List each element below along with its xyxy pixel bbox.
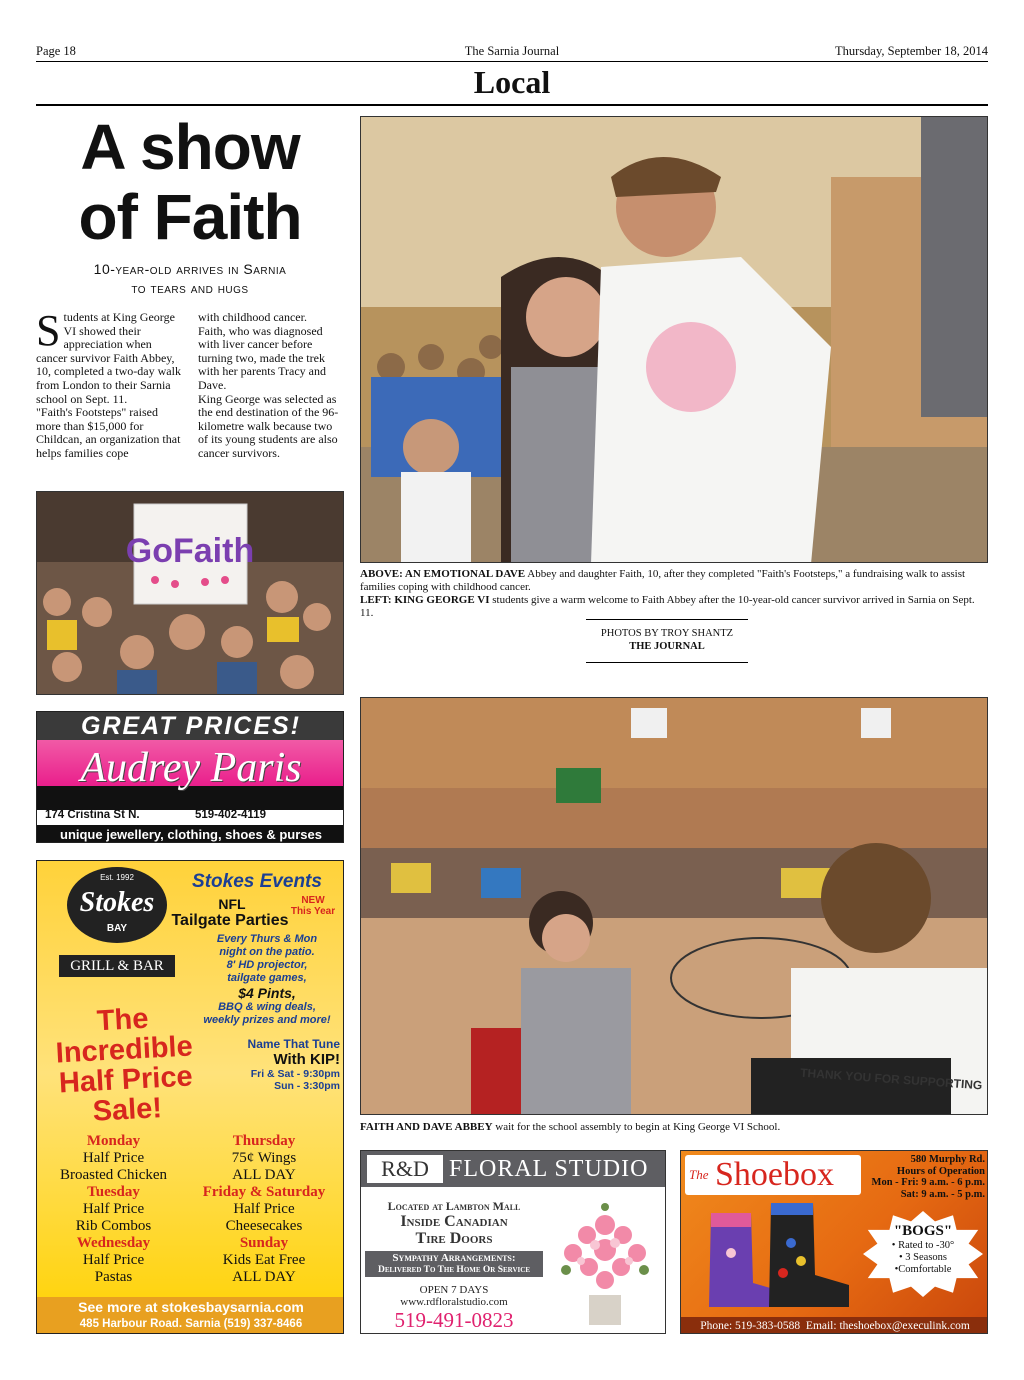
shoebox-hours-weekday: Mon - Fri: 9 a.m. - 6 p.m. xyxy=(871,1177,985,1188)
photo-credit xyxy=(560,627,774,653)
stokes-tuesday: Tuesday xyxy=(87,1184,140,1200)
caption-left-lead: LEFT: KING GEORGE VI xyxy=(360,594,490,606)
floral-web[interactable]: www.rdfloralstudio.com xyxy=(400,1296,508,1308)
stokes-week-left xyxy=(41,1133,186,1286)
stokes-thu-1: 75¢ Wings xyxy=(231,1150,297,1166)
stokes-sunday: Sunday xyxy=(239,1235,289,1251)
caption-left xyxy=(360,594,988,620)
stokes-wed-2: Pastas xyxy=(94,1269,133,1285)
ad-audrey-paris[interactable] xyxy=(36,711,344,843)
floral-info xyxy=(365,1284,543,1308)
shoebox-name: Shoebox xyxy=(715,1156,834,1193)
stokes-half-price: Half Price xyxy=(58,1060,194,1100)
section-rule xyxy=(36,104,988,106)
shoebox-the: The xyxy=(689,1167,709,1182)
sign-text: GoFaith xyxy=(125,532,255,570)
stokes-frisat: Friday & Saturday xyxy=(202,1184,326,1200)
caption-left-text: students give a warm welcome to Faith Abbey after the 10-year-old cancer survivor arrived in Sarnia on Sept. 11. xyxy=(360,594,975,619)
shoebox-feature-3: •Comfortable xyxy=(894,1264,952,1275)
headline xyxy=(36,112,344,252)
shirt-text: THANK YOU FOR SUPPORTING xyxy=(799,1065,983,1093)
stokes-mon-1: Half Price xyxy=(82,1150,145,1166)
stokes-incredible: Incredible xyxy=(54,1030,194,1070)
stokes-fri: Fri & Sat - 9:30pm xyxy=(250,1068,340,1080)
floral-sympathy: Sympathy Arrangements: xyxy=(392,1252,516,1264)
floral-location xyxy=(365,1199,543,1247)
caption-above-text: Abbey and daughter Faith, 10, after they completed "Faith's Footsteps," a fundraising walk to assist families coping with childhood cancer. xyxy=(360,568,966,593)
shoebox-bogs: "BOGS" xyxy=(893,1223,953,1239)
audrey-tagline: unique jewellery, clothing, shoes & purses xyxy=(37,825,344,843)
article-column-1 xyxy=(36,311,184,481)
stokes-thu-2: ALL DAY xyxy=(232,1167,296,1183)
stokes-pints: $4 Pints, xyxy=(238,985,296,1001)
caption-bottom xyxy=(360,1121,988,1134)
stokes-address: 485 Harbour Road. Sarnia (519) 337-8466 xyxy=(79,1318,303,1330)
photo-credit-name: PHOTOS BY TROY SHANTZ xyxy=(600,628,734,639)
headline-line-2: of Faith xyxy=(78,181,302,253)
caption-above-lead: ABOVE: AN EMOTIONAL DAVE xyxy=(360,568,526,580)
stokes-fs-2: Cheesecakes xyxy=(225,1218,303,1234)
stokes-est: Est. 1992 xyxy=(100,873,134,882)
stokes-bay: BAY xyxy=(106,923,128,934)
stokes-name-tune: Name That Tune xyxy=(247,1037,340,1051)
floral-tire: Tire Doors xyxy=(415,1230,493,1247)
stokes-with-kip: With KIP! xyxy=(273,1051,340,1068)
stokes-games: tailgate games, xyxy=(227,972,307,984)
floral-phone[interactable]: 519-491-0823 xyxy=(394,1308,514,1332)
stokes-footer xyxy=(37,1297,344,1334)
credit-rule-top xyxy=(586,619,748,620)
stokes-logo: Stokes xyxy=(79,887,155,918)
stokes-thursday: Thursday xyxy=(232,1133,296,1149)
audrey-logo: Audrey Paris xyxy=(80,745,302,791)
stokes-sale xyxy=(38,1001,212,1130)
floral-inside: Inside Canadian xyxy=(400,1213,508,1230)
shoebox-feature-1: • Rated to -30° xyxy=(891,1240,955,1251)
caption-bottom-text: wait for the school assembly to begin at King George VI School. xyxy=(492,1121,781,1133)
floral-rd: R&D xyxy=(367,1155,443,1183)
stokes-the: The xyxy=(96,1002,150,1038)
section-title: Local xyxy=(473,64,551,100)
stokes-wed-1: Half Price xyxy=(82,1252,145,1268)
article-column-2: with childhood cancer. Faith, who was diagnosed with liver cancer before turning two, made the trek with her parents Tracy and Dave. King George was selected as the end destination of the 96-kilometre walk because two of its young students are also cancer survivors. xyxy=(198,311,339,460)
floral-studio: FLORAL STUDIO xyxy=(449,1156,649,1182)
ad-shoebox[interactable] xyxy=(680,1150,988,1334)
ad-stokes-bay[interactable] xyxy=(36,860,344,1334)
issue-date: Thursday, September 18, 2014 xyxy=(835,44,988,58)
stokes-this-year: This Year xyxy=(290,906,336,917)
stokes-wednesday: Wednesday xyxy=(76,1235,151,1251)
stokes-events: Stokes Events xyxy=(192,871,322,892)
photo-gym-assembly xyxy=(360,697,988,1115)
stokes-new: NEW xyxy=(301,895,325,906)
photo-dave-faith-emotional xyxy=(360,116,988,563)
stokes-nfl: NFL xyxy=(218,896,246,912)
shoebox-hours-saturday: Sat: 9 a.m. - 5 p.m. xyxy=(900,1188,985,1200)
headline-line-1: A show xyxy=(80,111,300,183)
stokes-sun-1: Kids Eat Free xyxy=(222,1252,306,1268)
stokes-prizes: weekly prizes and more! xyxy=(203,1014,331,1026)
photo-credit-org: THE JOURNAL xyxy=(629,641,705,652)
floral-sympathy-band xyxy=(365,1251,543,1277)
shoebox-bogs-features xyxy=(863,1223,983,1276)
drop-cap: S xyxy=(36,311,61,355)
audrey-address: 174 Cristina St N. xyxy=(45,809,140,821)
stokes-fs-1: Half Price xyxy=(233,1201,295,1217)
stokes-sun: Sun - 3:30pm xyxy=(274,1080,340,1092)
stokes-night: night on the patio. xyxy=(219,946,315,958)
stokes-tue-2: Rib Combos xyxy=(75,1218,152,1234)
photo-gym-art xyxy=(361,698,988,1115)
floral-delivered: Delivered To The Home Or Service xyxy=(377,1265,530,1275)
shoebox-hours xyxy=(867,1154,985,1200)
shoebox-contact[interactable]: Phone: 519-383-0588 Email: theshoebox@execulink.com xyxy=(681,1317,988,1334)
stokes-see-more[interactable]: See more at stokesbaysarnia.com xyxy=(78,1299,304,1315)
caption-bottom-lead: FAITH AND DAVE ABBEY xyxy=(360,1121,493,1133)
shoebox-feature-2: • 3 Seasons xyxy=(898,1252,947,1263)
photo-students-welcome xyxy=(36,491,344,695)
paper-name: The Sarnia Journal xyxy=(464,44,560,58)
stokes-bbq: BBQ & wing deals, xyxy=(218,1001,316,1013)
flower-arrangement-icon xyxy=(551,1195,659,1329)
stokes-mon-2: Broasted Chicken xyxy=(59,1167,168,1183)
ad-rd-floral[interactable] xyxy=(360,1150,666,1334)
stokes-new-badge xyxy=(287,895,339,917)
caption-above xyxy=(360,568,988,594)
stokes-sale-word: Sale! xyxy=(91,1092,163,1128)
audrey-phone: 519-402-4119 xyxy=(195,809,266,821)
subhead-line-2: to tears and hugs xyxy=(131,280,249,296)
photo-dave-faith-art xyxy=(361,117,988,563)
stokes-karaoke xyxy=(212,1037,340,1092)
stokes-week-right xyxy=(187,1133,341,1286)
subhead-line-1: 10-year-old arrives in Sarnia xyxy=(93,261,287,277)
credit-rule-bottom xyxy=(586,662,748,663)
bogs-boots-icon xyxy=(691,1203,871,1311)
audrey-top-banner: GREAT PRICES! xyxy=(37,712,344,740)
stokes-tailgate-details xyxy=(197,933,337,1027)
shoebox-hours-title: Hours of Operation xyxy=(896,1165,985,1177)
stokes-tue-1: Half Price xyxy=(82,1201,145,1217)
page-number: Page 18 xyxy=(36,44,76,58)
floral-open: OPEN 7 DAYS xyxy=(419,1284,489,1296)
shoebox-address: 580 Murphy Rd. xyxy=(910,1154,985,1165)
stokes-grill: GRILL & BAR xyxy=(59,955,175,977)
stokes-sun-2: ALL DAY xyxy=(232,1269,296,1285)
header-rule xyxy=(36,61,988,62)
stokes-tailgate: Tailgate Parties xyxy=(171,912,289,929)
column-1-text: tudents at King George VI showed their appreciation when cancer survivor Faith Abbey, 10, completed a two-day walk from London to their Sarnia school on Sept. 11. "Faith's Footsteps" raised more than $15,000 for Childcan, an organization that helps families cope xyxy=(36,311,181,460)
subhead xyxy=(36,260,344,298)
stokes-monday: Monday xyxy=(86,1133,141,1149)
stokes-hd: 8' HD projector, xyxy=(226,959,308,971)
floral-located: Located at Lambton Mall xyxy=(387,1199,521,1213)
photo-students-art xyxy=(37,492,344,695)
stokes-every: Every Thurs & Mon xyxy=(216,933,318,945)
